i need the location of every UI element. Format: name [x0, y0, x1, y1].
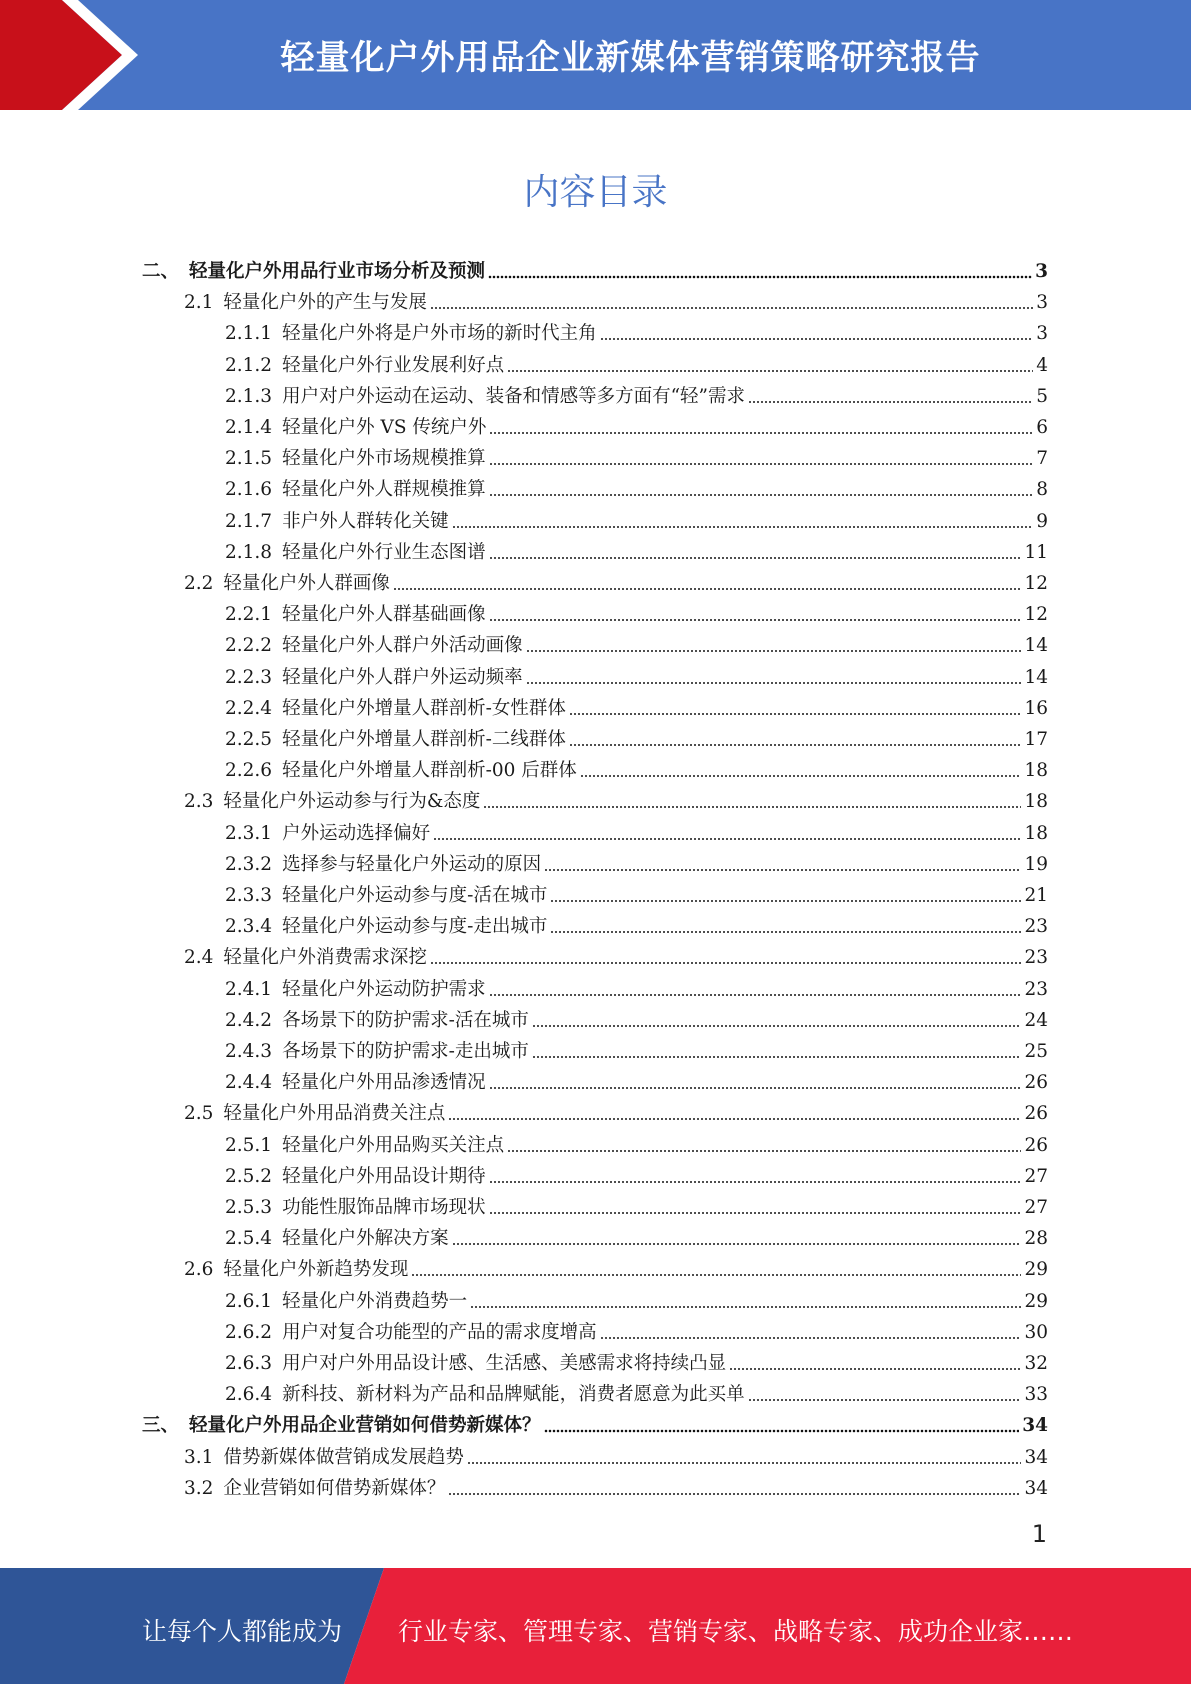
toc-entry[interactable]: [225, 1001, 1048, 1032]
toc-entry-label: 户外运动选择偏好: [282, 822, 431, 844]
toc-entry-page: 24: [1024, 1009, 1048, 1031]
dot-leader: [550, 929, 1021, 934]
toc-entry-page: 21: [1024, 885, 1048, 906]
dot-leader: [489, 1085, 1022, 1090]
dot-leader: [489, 1179, 1022, 1184]
toc-entry-page: 3: [1036, 292, 1048, 314]
toc-entry-page: 28: [1024, 1228, 1048, 1250]
toc-entry-label: 轻量化户外人群户外活动画像: [282, 635, 523, 657]
toc-entry[interactable]: [225, 314, 1048, 345]
toc-entry[interactable]: [225, 439, 1048, 470]
toc-entry-number: 2.5.2: [225, 1165, 273, 1187]
toc-entry[interactable]: [225, 845, 1048, 876]
toc-entry-number: 2.4: [184, 947, 214, 969]
toc-entry[interactable]: [225, 689, 1048, 720]
dot-leader: [748, 1397, 1022, 1402]
dot-leader: [569, 742, 1022, 747]
toc-entry-page: 27: [1024, 1197, 1048, 1218]
toc-entry[interactable]: [225, 502, 1048, 533]
dot-leader: [430, 960, 1022, 965]
toc-entry-label: 借势新媒体做营销成发展趋势: [223, 1446, 464, 1468]
toc-entry-page: 9: [1036, 510, 1048, 532]
footer-slogan-right: 行业专家、管理专家、营销专家、战略专家、成功企业家……: [398, 1617, 1074, 1646]
toc-entry-number: 2.1: [184, 292, 214, 314]
toc-entry-number: 二、: [142, 261, 180, 282]
toc-entry-number: 2.2: [184, 573, 214, 594]
toc-entry[interactable]: [225, 408, 1048, 439]
toc-entry-label: 轻量化户外 VS 传统户外: [282, 417, 487, 438]
toc-entry-label: 轻量化户外的产生与发展: [223, 292, 427, 314]
toc-entry[interactable]: [184, 782, 1048, 813]
toc-entry-page: 4: [1036, 354, 1048, 376]
toc-entry-page: 11: [1024, 541, 1048, 563]
toc-entry-number: 2.4.2: [225, 1009, 273, 1031]
toc-entry-label: 新科技、新材料为产品和品牌赋能，消费者愿意为此买单: [282, 1384, 745, 1406]
header-band: [0, 0, 1191, 110]
dot-leader: [532, 1023, 1022, 1028]
toc-entry[interactable]: [225, 1375, 1048, 1406]
toc-entry-label: 轻量化户外运动参与度-走出城市: [282, 916, 548, 938]
toc-entry-page: 29: [1024, 1290, 1048, 1312]
toc-entry-label: 各场景下的防护需求-活在城市: [282, 1009, 529, 1031]
toc-entry-page: 30: [1024, 1321, 1048, 1343]
dot-leader: [569, 711, 1022, 716]
toc-entry[interactable]: [184, 564, 1048, 595]
toc-entry-label: 轻量化户外新趋势发现: [223, 1259, 409, 1281]
dot-leader: [600, 336, 1034, 341]
toc-entry[interactable]: [225, 1344, 1048, 1375]
dot-leader: [526, 648, 1022, 653]
toc-entry[interactable]: [225, 751, 1048, 782]
toc-entry-label: 轻量化户外运动参与行为&态度: [223, 791, 481, 813]
toc-entry-page: 26: [1024, 1103, 1048, 1125]
toc-entry-number: 2.5: [184, 1103, 214, 1125]
dot-leader: [411, 1272, 1021, 1277]
toc-entry-number: 2.4.4: [225, 1072, 273, 1094]
dot-leader: [748, 399, 1033, 404]
toc-entry-page: 34: [1024, 1477, 1048, 1499]
toc-entry-number: 2.2.5: [225, 729, 273, 750]
toc-entry[interactable]: [225, 970, 1048, 1001]
dot-leader: [729, 1366, 1021, 1371]
toc-entry-number: 2.6: [184, 1259, 214, 1281]
dot-leader: [526, 680, 1022, 685]
toc-entry-page: 26: [1024, 1072, 1048, 1094]
toc-entry[interactable]: [225, 626, 1048, 657]
toc-entry[interactable]: [225, 346, 1048, 377]
toc-entry-page: 14: [1024, 666, 1048, 688]
toc-entry-number: 3.1: [184, 1446, 214, 1468]
dot-leader: [452, 524, 1034, 529]
dot-leader: [489, 617, 1022, 622]
toc-entry-number: 2.2.4: [225, 697, 273, 719]
dot-leader: [393, 586, 1022, 591]
toc-entry-page: 33: [1024, 1384, 1048, 1406]
toc-entry-number: 2.3: [184, 791, 214, 813]
toc-entry-label: 功能性服饰品牌市场现状: [282, 1197, 486, 1218]
toc-entry-number: 2.5.4: [225, 1228, 273, 1250]
toc-entry-number: 3.2: [184, 1477, 214, 1499]
toc-entry-page: 34: [1024, 1446, 1048, 1468]
toc-entry[interactable]: [184, 1094, 1048, 1125]
dot-leader: [600, 1335, 1022, 1340]
toc-entry[interactable]: [184, 1469, 1048, 1500]
toc-entry-number: 2.1.5: [225, 448, 273, 470]
toc-entry[interactable]: [142, 252, 1048, 283]
toc-entry[interactable]: [184, 1250, 1048, 1281]
toc-entry-label: 轻量化户外运动防护需求: [282, 978, 486, 1000]
dot-leader: [489, 492, 1034, 497]
toc-entry-page: 16: [1024, 697, 1048, 719]
toc-entry-number: 2.2.3: [225, 666, 273, 688]
toc-entry-label: 轻量化户外消费需求深挖: [223, 947, 427, 969]
toc-entry-page: 17: [1024, 729, 1048, 750]
dot-leader: [550, 898, 1021, 903]
toc-entry-number: 2.6.1: [225, 1290, 273, 1312]
toc-entry-label: 轻量化户外解决方案: [282, 1228, 449, 1250]
toc-entry-label: 选择参与轻量化户外运动的原因: [282, 853, 542, 875]
dot-leader: [452, 1241, 1022, 1246]
dot-leader: [544, 1428, 1020, 1433]
dot-leader: [489, 555, 1022, 560]
toc-entry-label: 轻量化户外人群基础画像: [282, 604, 486, 626]
dot-leader: [483, 804, 1021, 809]
toc-entry-page: 5: [1036, 385, 1048, 407]
toc-entry-page: 12: [1024, 573, 1048, 594]
toc-entry-label: 轻量化户外行业发展利好点: [282, 354, 505, 376]
toc-entry[interactable]: [225, 720, 1048, 751]
toc-entry-number: 三、: [142, 1415, 180, 1437]
toc-entry[interactable]: [225, 377, 1048, 408]
toc-entry-number: 2.3.2: [225, 853, 273, 875]
dot-leader: [489, 992, 1022, 997]
toc-entry-label: 轻量化户外市场规模推算: [282, 448, 486, 470]
toc-entry[interactable]: [142, 1406, 1048, 1437]
toc-entry-number: 2.6.4: [225, 1384, 273, 1406]
dot-leader: [532, 1054, 1022, 1059]
toc-entry-page: 26: [1024, 1134, 1048, 1156]
toc-entry-label: 轻量化户外消费趋势一: [282, 1290, 468, 1312]
toc-entry-page: 18: [1024, 822, 1048, 844]
toc-entry-number: 2.5.3: [225, 1197, 273, 1218]
toc-entry[interactable]: [225, 470, 1048, 501]
toc-entry-page: 3: [1035, 261, 1048, 282]
toc-entry[interactable]: [184, 938, 1048, 969]
toc-entry[interactable]: [225, 1157, 1048, 1188]
toc-entry-number: 2.1.6: [225, 479, 273, 501]
toc-entry-label: 轻量化户外用品行业市场分析及预测: [189, 261, 486, 282]
toc-entry-number: 2.1.2: [225, 354, 273, 376]
toc-entry-label: 非户外人群转化关键: [282, 510, 449, 532]
dot-leader: [488, 274, 1032, 279]
dot-leader: [580, 773, 1022, 778]
toc-entry-label: 轻量化户外人群画像: [223, 573, 390, 594]
toc-entry-label: 轻量化户外用品消费关注点: [223, 1103, 446, 1125]
toc-entry-label: 用户对复合功能型的产品的需求度增高: [282, 1321, 597, 1343]
toc-entry-number: 2.5.1: [225, 1134, 273, 1156]
toc-entry-number: 2.2.1: [225, 604, 273, 626]
toc-entry[interactable]: [225, 1219, 1048, 1250]
toc-entry-number: 2.1.1: [225, 323, 273, 345]
toc-entry-number: 2.1.7: [225, 510, 273, 532]
dot-leader: [544, 867, 1021, 872]
footer-band: [0, 1568, 1191, 1684]
toc-entry-number: 2.4.1: [225, 978, 273, 1000]
toc-entry-label: 企业营销如何借势新媒体？: [223, 1477, 446, 1499]
toc-entry-number: 2.1.3: [225, 385, 273, 407]
toc-entry[interactable]: [225, 1063, 1048, 1094]
toc-entry-page: 14: [1024, 635, 1048, 657]
toc-entry-page: 18: [1024, 760, 1048, 782]
toc-entry-number: 2.2.2: [225, 635, 273, 657]
toc-entry[interactable]: [184, 1438, 1048, 1469]
dot-leader: [489, 1210, 1022, 1215]
dot-leader: [507, 1148, 1021, 1153]
dot-leader: [489, 430, 1033, 435]
toc-entry-page: 6: [1036, 417, 1048, 438]
toc-entry-label: 用户对户外运动在运动、装备和情感等多方面有“轻”需求: [282, 385, 745, 407]
toc-entry-label: 轻量化户外人群户外运动频率: [282, 666, 523, 688]
dot-leader: [430, 305, 1033, 310]
toc-entry[interactable]: [225, 814, 1048, 845]
toc-entry-page: 8: [1036, 479, 1048, 501]
toc-entry[interactable]: [184, 283, 1048, 314]
toc-entry-number: 2.2.6: [225, 760, 273, 782]
toc-entry-page: 32: [1024, 1353, 1048, 1374]
toc-entry-page: 18: [1024, 791, 1048, 813]
toc-entry-number: 2.3.3: [225, 885, 273, 906]
toc-entry-page: 25: [1024, 1041, 1048, 1062]
toc-entry[interactable]: [225, 1126, 1048, 1157]
toc-entry-label: 轻量化户外运动参与度-活在城市: [282, 885, 548, 906]
dot-leader: [433, 836, 1021, 841]
toc-entry-page: 19: [1024, 853, 1048, 875]
toc-entry-page: 3: [1036, 323, 1048, 345]
dot-leader: [507, 368, 1033, 373]
toc-entry-label: 轻量化户外用品购买关注点: [282, 1134, 505, 1156]
toc-entry-number: 2.3.1: [225, 822, 273, 844]
toc-entry-number: 2.6.3: [225, 1353, 273, 1374]
toc-entry[interactable]: [225, 1188, 1048, 1219]
dot-leader: [470, 1304, 1021, 1309]
toc-entry-label: 轻量化户外行业生态图谱: [282, 541, 486, 563]
toc-entry[interactable]: [225, 1313, 1048, 1344]
toc-entry-page: 7: [1036, 448, 1048, 470]
toc-entry[interactable]: [225, 907, 1048, 938]
toc-entry[interactable]: [225, 595, 1048, 626]
toc-entry-number: 2.4.3: [225, 1041, 273, 1062]
toc-entry-label: 轻量化户外用品企业营销如何借势新媒体？: [189, 1415, 541, 1437]
dot-leader: [467, 1460, 1022, 1465]
dot-leader: [448, 1116, 1021, 1121]
toc-heading: 内容目录: [523, 172, 668, 213]
toc-entry-number: 2.1.4: [225, 417, 273, 438]
dot-leader: [489, 461, 1034, 466]
footer-slogan-left: 让每个人都能成为: [142, 1617, 343, 1646]
report-title: 轻量化户外用品企业新媒体营销策略研究报告: [280, 38, 981, 78]
toc-entry-label: 轻量化户外人群规模推算: [282, 479, 486, 501]
toc-entry-number: 2.3.4: [225, 916, 273, 938]
toc-entry-page: 12: [1024, 604, 1048, 626]
dot-leader: [448, 1491, 1021, 1496]
toc-entry-label: 轻量化户外用品设计期待: [282, 1165, 486, 1187]
toc-entry-number: 2.6.2: [225, 1321, 273, 1343]
toc-entry-page: 34: [1022, 1415, 1048, 1437]
toc-entry-page: 23: [1024, 947, 1048, 969]
toc-entry[interactable]: [225, 533, 1048, 564]
toc-entry-page: 23: [1024, 978, 1048, 1000]
toc-entry-label: 轻量化户外将是户外市场的新时代主角: [282, 323, 597, 345]
toc-entry[interactable]: [225, 876, 1048, 907]
toc-entry-label: 轻量化户外用品渗透情况: [282, 1072, 486, 1094]
toc-entry-page: 27: [1024, 1165, 1048, 1187]
toc-entry[interactable]: [225, 1282, 1048, 1313]
toc-entry[interactable]: [225, 1032, 1048, 1063]
page-number: 1: [1031, 1520, 1047, 1548]
toc-entry-label: 轻量化户外增量人群剖析-00 后群体: [282, 760, 577, 782]
toc-entry-number: 2.1.8: [225, 541, 273, 563]
toc-entry-label: 各场景下的防护需求-走出城市: [282, 1041, 529, 1062]
toc-entry-label: 轻量化户外增量人群剖析-女性群体: [282, 697, 566, 719]
toc-entry[interactable]: [225, 658, 1048, 689]
toc-entry-page: 29: [1024, 1259, 1048, 1281]
toc-entry-page: 23: [1024, 916, 1048, 938]
toc-entry-label: 轻量化户外增量人群剖析-二线群体: [282, 729, 566, 750]
toc-entry-label: 用户对户外用品设计感、生活感、美感需求将持续凸显: [282, 1353, 727, 1374]
